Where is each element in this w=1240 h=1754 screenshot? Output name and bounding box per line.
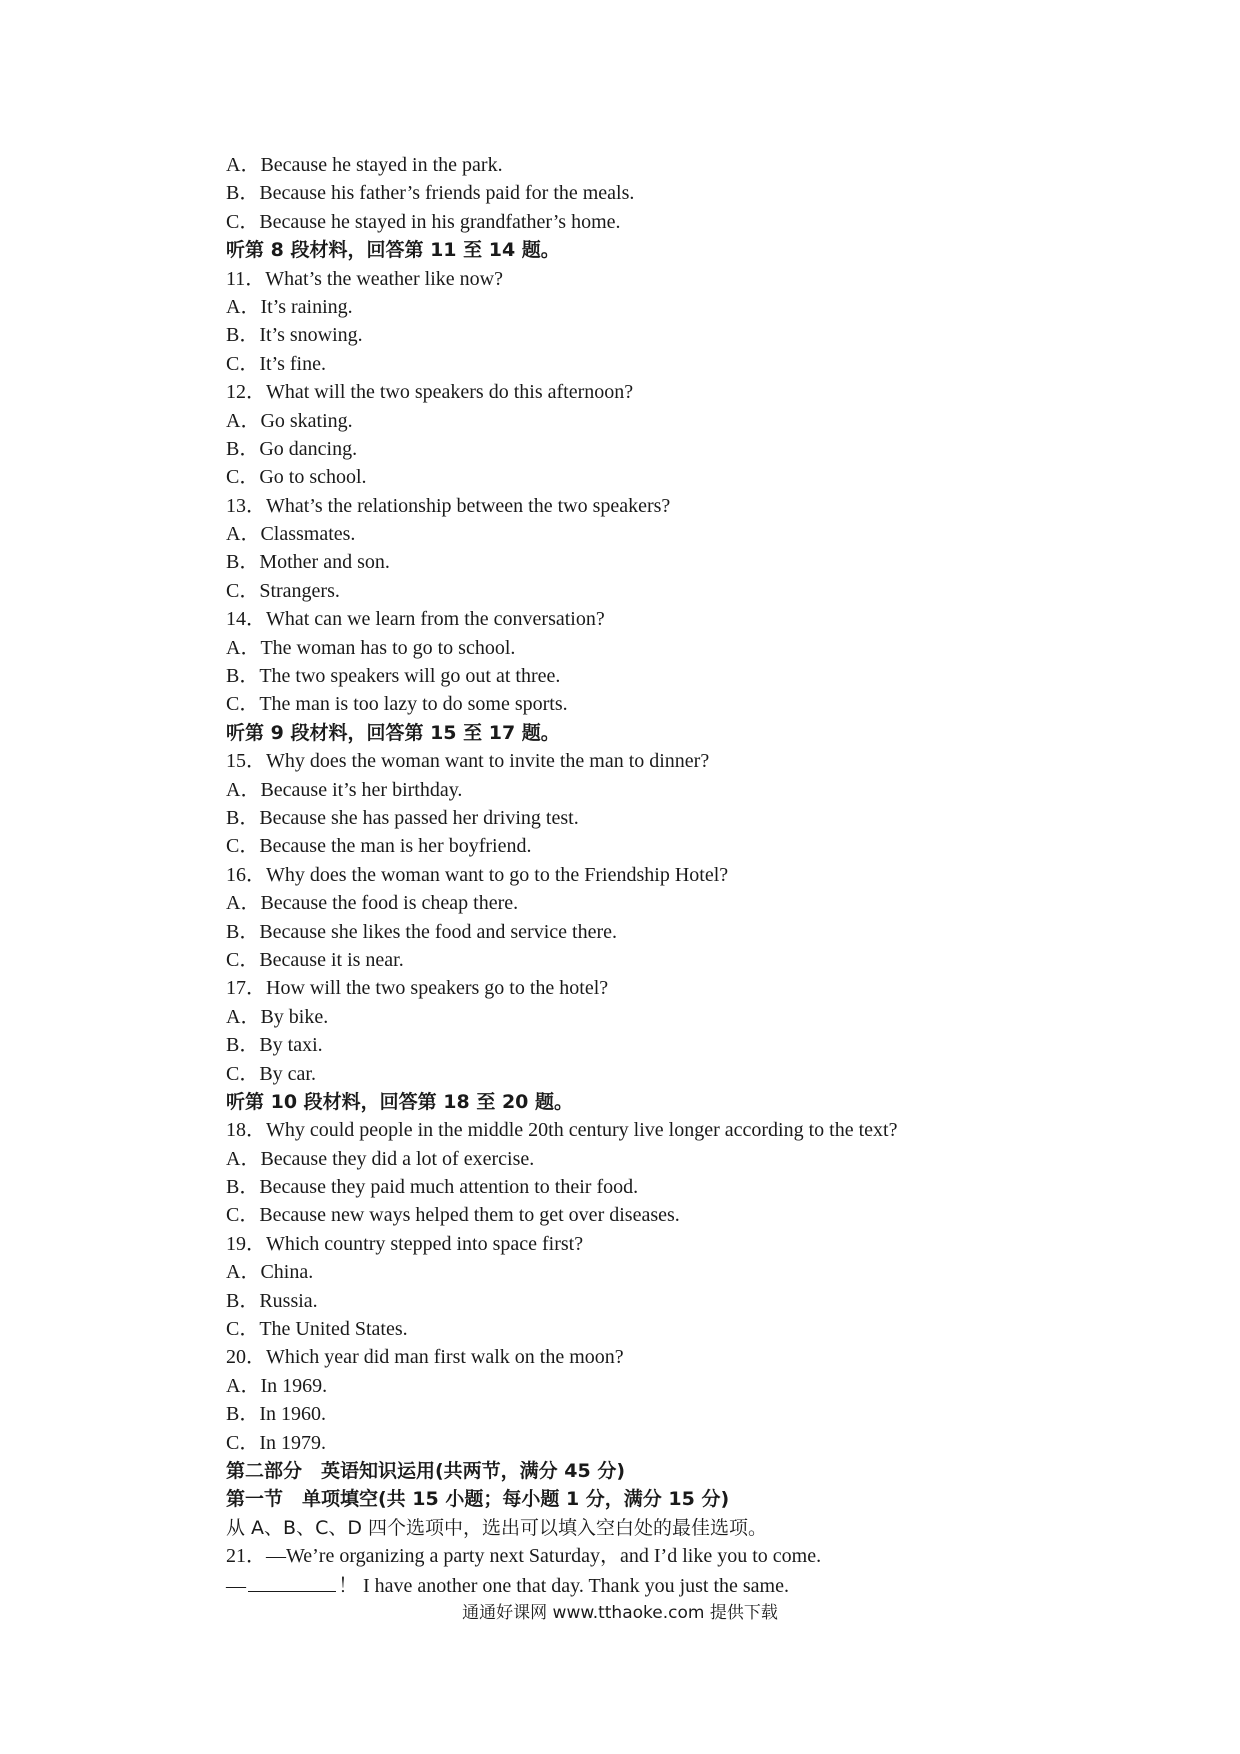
section-heading: 第一节 单项填空(共 15 小题；每小题 1 分，满分 15 分) (226, 1488, 730, 1511)
section-heading: 听第 9 段材料，回答第 15 至 17 题。 (226, 721, 560, 744)
answer-line-text: ！ I have another one that day. Thank you just the same. (338, 1574, 789, 1597)
answer-option: B．It’s snowing. (226, 324, 363, 347)
answer-option: A．By bike. (226, 1005, 329, 1028)
question-text: 21．—We’re organizing a party next Saturday，and I’d like you to come. (226, 1545, 822, 1568)
page-footer: 通通好课网 www.tthaoke.com 提供下载 (462, 1603, 778, 1623)
answer-option: A．In 1969. (226, 1374, 328, 1397)
question-text: 19．Which country stepped into space first? (226, 1232, 584, 1255)
instruction-text: 从 A、B、C、D 四个选项中，选出可以填入空白处的最佳选项。 (226, 1516, 768, 1539)
answer-option: C．Because new ways helped them to get over diseases. (226, 1204, 680, 1227)
answer-option: A．Because it’s her birthday. (226, 778, 463, 801)
answer-option: A．Because they did a lot of exercise. (226, 1147, 535, 1170)
answer-option: C．By car. (226, 1062, 316, 1085)
answer-option: A．Because he stayed in the park. (226, 154, 503, 176)
fill-in-blank (248, 1571, 336, 1592)
question-text: 17．How will the two speakers go to the hotel? (226, 977, 609, 1000)
question-text: 14．What can we learn from the conversation? (226, 608, 605, 631)
answer-option: A．China. (226, 1261, 314, 1284)
answer-option: A．The woman has to go to school. (226, 636, 516, 659)
answer-line-with-blank (226, 1571, 1026, 1599)
question-text: 16．Why does the woman want to go to the Friendship Hotel? (226, 863, 729, 886)
answer-option: A．Go skating. (226, 409, 353, 432)
answer-option: B．Go dancing. (226, 437, 358, 460)
answer-option: B．The two speakers will go out at three. (226, 665, 561, 688)
answer-option: C．Because it is near. (226, 948, 404, 971)
answer-option: B．Because she likes the food and service there. (226, 920, 617, 943)
answer-option: B．Mother and son. (226, 551, 390, 574)
answer-option: C．Because he stayed in his grandfather’s home. (226, 210, 621, 233)
answer-option: A．It’s raining. (226, 295, 353, 318)
exam-content (226, 151, 1026, 1599)
answer-option: B．By taxi. (226, 1034, 323, 1057)
answer-option: B．Because they paid much attention to their food. (226, 1176, 639, 1199)
dash-prefix: — (226, 1574, 246, 1597)
answer-option: B．Because she has passed her driving test. (226, 806, 579, 829)
answer-option: C．Strangers. (226, 579, 340, 602)
question-text: 12．What will the two speakers do this afternoon? (226, 381, 634, 404)
answer-option: A．Classmates. (226, 523, 356, 546)
answer-option: C．The man is too lazy to do some sports. (226, 693, 568, 716)
answer-option: C．Go to school. (226, 466, 367, 489)
question-text: 13．What’s the relationship between the two speakers? (226, 494, 671, 517)
question-text: 18．Why could people in the middle 20th century live longer according to the text? (226, 1119, 898, 1142)
question-text: 11．What’s the weather like now? (226, 267, 503, 290)
answer-option: A．Because the food is cheap there. (226, 892, 519, 915)
answer-option: B．Russia. (226, 1289, 318, 1312)
answer-option: C．It’s fine. (226, 352, 326, 375)
answer-option: B．In 1960. (226, 1403, 326, 1426)
answer-option: C．The United States. (226, 1318, 408, 1341)
answer-option: C．In 1979. (226, 1431, 326, 1454)
section-heading: 听第 10 段材料，回答第 18 至 20 题。 (226, 1090, 574, 1113)
answer-option: C．Because the man is her boyfriend. (226, 835, 532, 858)
answer-option: B．Because his father’s friends paid for the meals. (226, 182, 635, 205)
section-heading: 第二部分 英语知识运用(共两节，满分 45 分) (226, 1459, 626, 1482)
section-heading: 听第 8 段材料，回答第 11 至 14 题。 (226, 239, 560, 262)
question-text: 20．Which year did man first walk on the moon? (226, 1346, 624, 1369)
question-text: 15．Why does the woman want to invite the man to dinner? (226, 750, 710, 773)
